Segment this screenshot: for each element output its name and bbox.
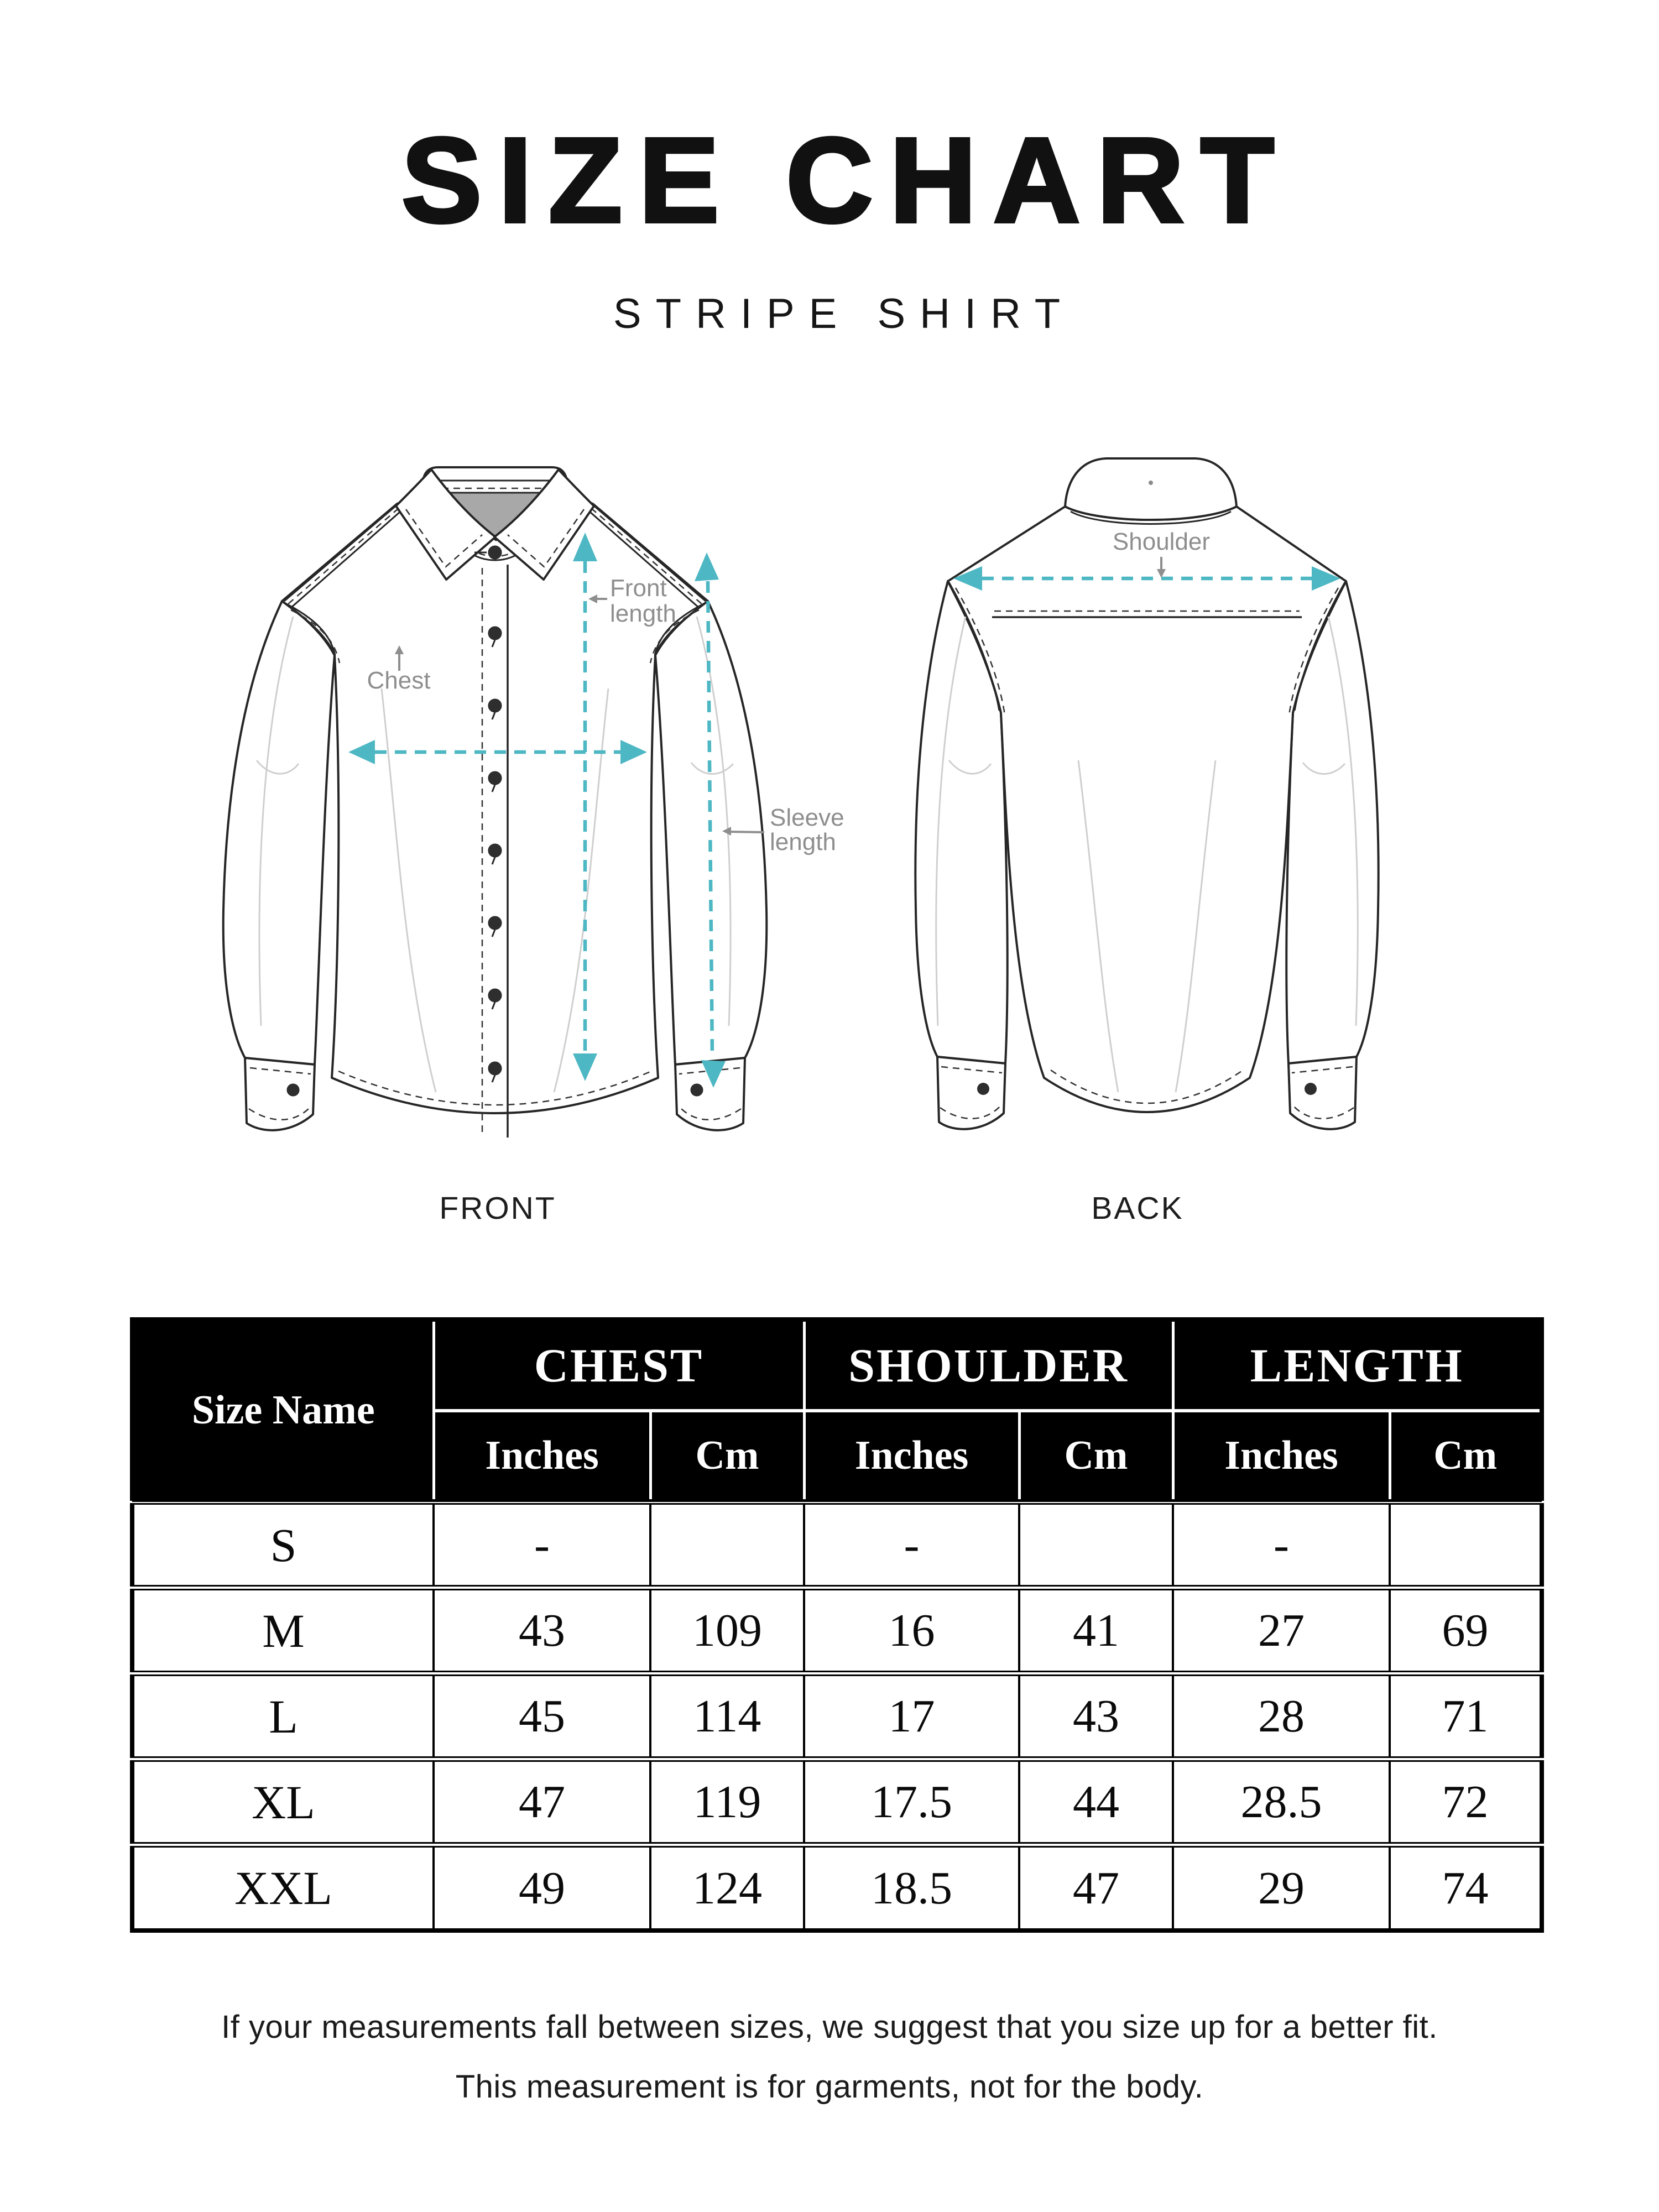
front-length-label-line2: length	[610, 600, 676, 627]
cell-value: 43	[434, 1588, 650, 1673]
front-shirt-diagram	[210, 451, 901, 1153]
page-title: SIZE CHART	[401, 113, 1291, 248]
cell-value: 47	[1019, 1845, 1173, 1931]
cell-value: 17	[804, 1673, 1019, 1759]
cell-value: 28	[1173, 1673, 1390, 1759]
column-header-shoulder-cm: Cm	[1019, 1411, 1173, 1502]
column-group-length: LENGTH	[1173, 1319, 1542, 1411]
cell-value: 45	[434, 1673, 650, 1759]
cell-value: 27	[1173, 1588, 1390, 1673]
size-label: S	[132, 1502, 434, 1588]
fit-note-line2: This measurement is for garments, not for the body.	[455, 2069, 1204, 2105]
cell-value: 109	[650, 1588, 804, 1673]
table-row-xxl	[132, 1845, 1542, 1931]
table-row-s	[132, 1502, 1542, 1588]
cell-value: 114	[650, 1673, 804, 1759]
cell-value: 119	[650, 1759, 804, 1845]
front-left-sleeve	[223, 601, 335, 1065]
cell-value: 28.5	[1173, 1759, 1390, 1845]
cell-value: 16	[804, 1588, 1019, 1673]
cell-value: -	[804, 1502, 1019, 1588]
cell-value: 49	[434, 1845, 650, 1931]
front-shirt-body	[223, 490, 767, 1130]
front-caption: FRONT	[439, 1191, 556, 1226]
cell-value	[1390, 1502, 1542, 1588]
shoulder-label: Shoulder	[1112, 528, 1211, 555]
back-shirt-diagram	[912, 451, 1465, 1153]
column-group-chest: CHEST	[434, 1319, 804, 1411]
column-header-size-name: Size Name	[132, 1319, 434, 1502]
cell-value: 47	[434, 1759, 650, 1845]
cell-value: 18.5	[804, 1845, 1019, 1931]
cell-value: 72	[1390, 1759, 1542, 1845]
table-row-l	[132, 1673, 1542, 1759]
size-table	[130, 1317, 1544, 1933]
fit-note	[0, 1997, 1659, 2117]
back-collar	[1065, 458, 1237, 520]
size-label: M	[132, 1588, 434, 1673]
back-caption: BACK	[1091, 1191, 1184, 1226]
cell-value: 74	[1390, 1845, 1542, 1931]
chest-label: Chest	[367, 667, 431, 694]
size-label: L	[132, 1673, 434, 1759]
cell-value: 71	[1390, 1673, 1542, 1759]
cell-value	[1019, 1502, 1173, 1588]
sleeve-length-label-line2: length	[770, 828, 836, 855]
cell-value: 124	[650, 1845, 804, 1931]
cell-value: 69	[1390, 1588, 1542, 1673]
size-label: XL	[132, 1759, 434, 1845]
fit-note-line1: If your measurements fall between sizes, we suggest that you size up for a better fit.	[221, 2009, 1438, 2045]
table-group-header-row	[132, 1319, 1542, 1411]
cell-value: -	[434, 1502, 650, 1588]
cell-value	[650, 1502, 804, 1588]
column-header-length-cm: Cm	[1390, 1411, 1542, 1502]
size-label: XXL	[132, 1845, 434, 1931]
cell-value: -	[1173, 1502, 1390, 1588]
cell-value: 43	[1019, 1673, 1173, 1759]
cell-value: 41	[1019, 1588, 1173, 1673]
cell-value: 29	[1173, 1845, 1390, 1931]
table-row-m	[132, 1588, 1542, 1673]
cell-value: 44	[1019, 1759, 1173, 1845]
front-length-label-line1: Front	[610, 575, 667, 602]
column-group-shoulder: SHOULDER	[804, 1319, 1173, 1411]
page-subtitle: STRIPE SHIRT	[613, 290, 1075, 337]
sleeve-length-label-line1: Sleeve	[770, 804, 844, 831]
back-shirt-body	[915, 458, 1378, 1129]
column-header-chest-cm: Cm	[650, 1411, 804, 1502]
column-header-length-inches: Inches	[1173, 1411, 1390, 1502]
column-header-shoulder-inches: Inches	[804, 1411, 1019, 1502]
back-collar-dot	[1149, 481, 1153, 485]
cell-value: 17.5	[804, 1759, 1019, 1845]
table-row-xl	[132, 1759, 1542, 1845]
column-header-chest-inches: Inches	[434, 1411, 650, 1502]
